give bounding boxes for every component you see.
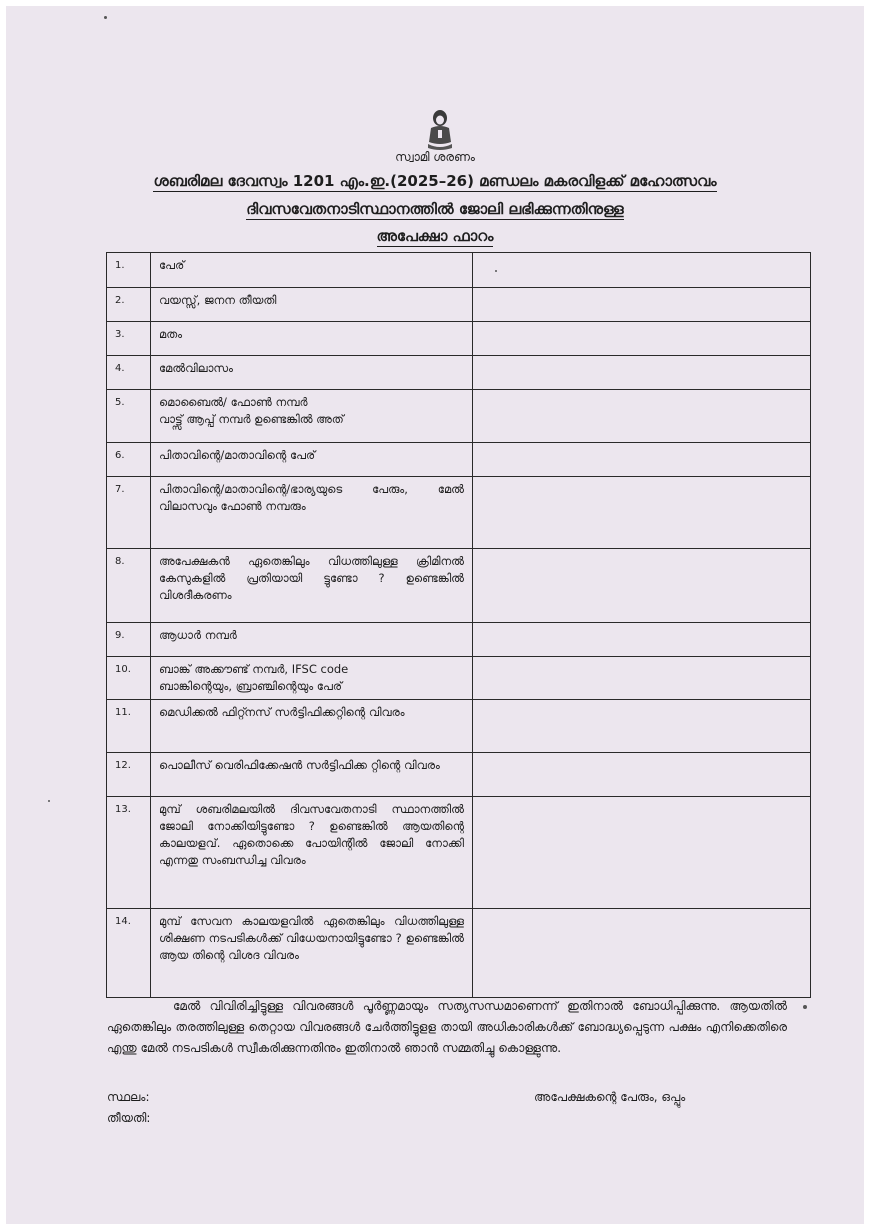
scan-speck (104, 16, 107, 19)
table-row (107, 700, 811, 753)
table-row (107, 322, 811, 356)
answer-field-phone[interactable] (473, 390, 811, 443)
answer-field-bank[interactable] (473, 657, 811, 700)
scan-speck (495, 270, 497, 272)
field-label: മതം (151, 322, 473, 356)
answer-field-address[interactable] (473, 356, 811, 390)
scan-speck (48, 800, 50, 802)
field-label: പൊലീസ് വെരിഫിക്കേഷൻ സർട്ടിഫിക്ക റ്റിന്റെ വിവരം (151, 753, 473, 797)
table-row (107, 253, 811, 288)
field-label: മെഡിക്കൽ ഫിറ്റ്നസ് സർട്ടിഫിക്കറ്റിന്റെ വിവരം (151, 700, 473, 753)
row-number: 4. (107, 356, 151, 390)
answer-field-criminal-cases[interactable] (473, 549, 811, 623)
table-row (107, 549, 811, 623)
row-number: 10. (107, 657, 151, 700)
table-row (107, 477, 811, 549)
row-number: 7. (107, 477, 151, 549)
field-label: പിതാവിന്റെ/മാതാവിന്റെ പേര് (151, 443, 473, 477)
table-row (107, 797, 811, 909)
row-number: 1. (107, 253, 151, 288)
table-row (107, 288, 811, 322)
row-number: 5. (107, 390, 151, 443)
row-number: 13. (107, 797, 151, 909)
row-number: 3. (107, 322, 151, 356)
table-row (107, 623, 811, 657)
answer-field-name[interactable] (473, 253, 811, 288)
document-title: ശബരിമല ദേവസ്വം 1201 എം.ഇ.(2025–26) മണ്ഡലം മകരവിളക്ക് മഹോത്സവം (153, 172, 717, 190)
answer-field-police[interactable] (473, 753, 811, 797)
row-number: 11. (107, 700, 151, 753)
row-number: 14. (107, 909, 151, 998)
table-row (107, 753, 811, 797)
answer-field-age-dob[interactable] (473, 288, 811, 322)
answer-field-aadhaar[interactable] (473, 623, 811, 657)
field-label: വയസ്സ്, ജനന തീയതി (151, 288, 473, 322)
table-row (107, 356, 811, 390)
deity-emblem-icon (425, 108, 455, 152)
form-title: അപേക്ഷാ ഫാറം (376, 227, 494, 245)
field-label: മൊബൈൽ/ ഫോൺ നമ്പർ വാട്ട്സ് ആപ്പ് നമ്പർ ഉണ്ടെങ്കിൽ അത് (151, 390, 473, 443)
answer-field-religion[interactable] (473, 322, 811, 356)
field-label: മുമ്പ് ശബരിമലയിൽ ദിവസവേതനാടി സ്ഥാനത്തിൽ ജോലി നോക്കിയിട്ടുണ്ടോ ? ഉണ്ടെങ്കിൽ ആയതിന്റെ കാലയളവ്. ഏതൊക്കെ പോയിന്റിൽ ജോലി നോക്കി എന്നതു സംബന്ധിച്ച വിവരം (151, 797, 473, 909)
answer-field-parent-name[interactable] (473, 443, 811, 477)
row-number: 8. (107, 549, 151, 623)
table-row (107, 390, 811, 443)
field-label: ആധാർ നമ്പർ (151, 623, 473, 657)
row-number: 2. (107, 288, 151, 322)
application-form-table (106, 252, 811, 998)
scan-speck (803, 1005, 807, 1009)
field-label: ബാങ്ക് അക്കൗണ്ട് നമ്പർ, IFSC code ബാങ്കിന്റെയും, ബ്രാഞ്ചിന്റെയും പേര് (151, 657, 473, 700)
row-number: 6. (107, 443, 151, 477)
answer-field-prior-work[interactable] (473, 797, 811, 909)
declaration-paragraph: മേൽ വിവിരിച്ചിട്ടുള്ള വിവരങ്ങൾ പൂർണ്ണമായും സത്യസന്ധമാണെന്ന് ഇതിനാൽ ബോധിപ്പിക്കുന്നു. ആയതിൽ ഏതെങ്കിലും തരത്തിലുള്ള തെറ്റായ വിവരങ്ങൾ ചേർത്തിട്ടുളള തായി അധികാരികൾക്ക് ബോദ്ധ്യപ്പെടുന്ന പക്ഷം എനിക്കെതിരെ എന്തു മേൽ നടപടികൾ സ്വീകരിക്കുന്നതിനും ഇതിനാൽ ഞാൻ സമ്മതിച്ചു കൊള്ളുന്നു. (107, 999, 787, 1055)
answer-field-disciplinary[interactable] (473, 909, 811, 998)
table-row (107, 443, 811, 477)
answer-field-relative-details[interactable] (473, 477, 811, 549)
answer-field-medical[interactable] (473, 700, 811, 753)
place-label: സ്ഥലം: (107, 1090, 150, 1104)
field-label: അപേക്ഷകൻ ഏതെങ്കിലും വിധത്തിലുള്ള ക്രിമിനൽ കേസുകളിൽ പ്രതിയായി ട്ടുണ്ടോ ? ഉണ്ടെങ്കിൽ വിശദീകരണം (151, 549, 473, 623)
field-label: മുമ്പ് സേവന കാലയളവിൽ ഏതെങ്കിലും വിധത്തിലുള്ള ശിക്ഷണ നടപടികൾക്ക് വിധേയനായിട്ടുണ്ടോ ? ഉണ്ടെങ്കിൽ ആയ തിന്റെ വിശദ വിവരം (151, 909, 473, 998)
table-row (107, 657, 811, 700)
table-row (107, 909, 811, 998)
field-label: പേര് (151, 253, 473, 288)
signature-label: അപേക്ഷകന്റെ പേരും, ഒപ്പും (534, 1090, 686, 1104)
field-label: മേൽവിലാസം (151, 356, 473, 390)
field-label: പിതാവിന്റെ/മാതാവിന്റെ/ഭാര്യയുടെ പേരും, മേൽ വിലാസവും ഫോൺ നമ്പരും (151, 477, 473, 549)
greeting-text: സ്വാമി ശരണം (395, 150, 475, 164)
document-subtitle: ദിവസവേതനാടിസ്ഥാനത്തിൽ ജോലി ലഭിക്കുന്നതിനുള്ള (246, 200, 624, 218)
row-number: 12. (107, 753, 151, 797)
row-number: 9. (107, 623, 151, 657)
date-label: തീയതി: (107, 1111, 151, 1125)
